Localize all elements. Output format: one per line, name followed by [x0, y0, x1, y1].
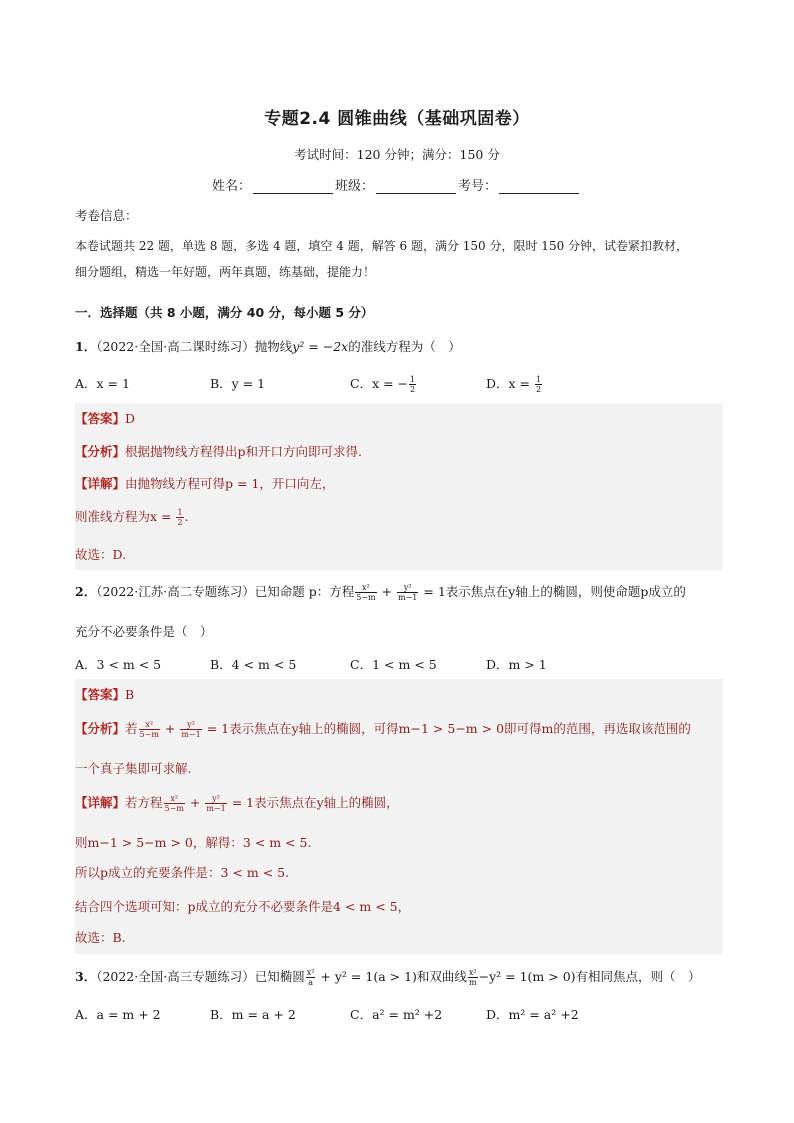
detail-text: 若方程: [125, 795, 163, 810]
question-1: [75, 337, 723, 355]
fraction-numerator: 1: [410, 375, 416, 384]
option-c[interactable]: [350, 374, 417, 394]
fraction-denominator: a: [308, 978, 313, 987]
fraction-denominator: m−1: [181, 730, 201, 739]
fraction: [397, 583, 418, 602]
student-info-line: [212, 175, 581, 194]
detail-line: 结合四个选项可知：p成立的充分不必要条件是4 < m < 5，: [75, 899, 411, 914]
answer-value: D: [125, 411, 136, 426]
option-c-text: C．x = −: [350, 376, 409, 391]
detail-text: = 1表示焦点在y轴上的椭圆，: [227, 795, 399, 810]
fraction-denominator: 2: [536, 385, 542, 394]
question-text: 已知椭圆: [254, 969, 305, 984]
question-1-options: [75, 374, 723, 398]
question-text: 抛物线: [254, 339, 293, 354]
question-1-solution: [75, 403, 723, 570]
fraction-numerator: x²: [139, 720, 160, 730]
analysis-line-cont: 一个真子集即可求解.: [75, 761, 192, 776]
question-number: 3．: [75, 969, 97, 984]
question-text: = 1表示焦点在y轴上的椭圆，则使命题p成立的: [419, 584, 686, 599]
exam-info-line2: 细分题组，精选一年好题，两年真题，练基础，提能力！: [75, 265, 376, 279]
option-d[interactable]: D．m² = a² +2: [486, 1007, 579, 1022]
analysis-tag: 【分析】: [75, 444, 126, 459]
fraction-numerator: y²: [205, 794, 226, 804]
exam-info-line1: 本卷试题共 22 题，单选 8 题，多选 4 题，填空 4 题，解答 6 题，满分 150 分，限时 150 分钟，试卷紧扣教材，: [75, 239, 689, 253]
fraction-numerator: y²: [397, 583, 418, 593]
fraction-numerator: 1: [177, 508, 183, 517]
option-d[interactable]: [486, 374, 543, 394]
answer-tag: 【答案】: [75, 411, 126, 426]
fraction-numerator: x²: [306, 968, 315, 977]
detail-line: 所以p成立的充要条件是：3 < m < 5.: [75, 865, 290, 880]
option-b[interactable]: B．y = 1: [210, 376, 266, 391]
detail-tag: 【详解】: [75, 795, 126, 810]
detail-fraction: [176, 508, 183, 527]
detail-text: .: [184, 509, 189, 524]
section-heading: 一．选择题（共 8 小题，满分 40 分，每小题 5 分）: [75, 305, 374, 320]
option-d-text: D．x =: [486, 376, 534, 391]
fraction-denominator: m−1: [398, 593, 418, 602]
analysis-text: 若: [125, 721, 138, 736]
id-blank[interactable]: [499, 179, 579, 194]
analysis-line: [75, 442, 362, 460]
exam-time-info: 考试时间：120 分钟；满分：150 分: [294, 147, 500, 162]
class-blank[interactable]: [376, 179, 456, 194]
analysis-line: 【分析】若 $\frac{\text{x²}}{5-m}$ + $\frac{\text{y²}}{m-1}$ = 1表示焦点在y轴上的椭圆，可得m−1 > 5−m > 0即可得m的范围，再选取该范围的: [75, 720, 691, 739]
analysis-tag: 【分析】: [75, 721, 126, 736]
fraction-numerator: y²: [180, 720, 201, 730]
name-blank[interactable]: [253, 179, 333, 194]
option-a[interactable]: A．x = 1: [75, 376, 130, 391]
question-3-options: [75, 1005, 723, 1029]
detail-text: 则准线方程为x =: [75, 509, 176, 524]
fraction: [306, 968, 316, 987]
option-b[interactable]: B．m = a + 2: [210, 1007, 296, 1022]
question-2-cont: 充分不必要条件是（ ）: [75, 624, 213, 639]
question-source: （2022·江苏·高二专题练习）: [96, 584, 255, 599]
question-3: [75, 967, 723, 987]
fraction-denominator: 2: [410, 385, 416, 394]
option-c[interactable]: C．1 < m < 5: [350, 657, 437, 672]
question-expr: y² = −2x: [292, 339, 349, 354]
analysis-text: 根据抛物线方程得出p和开口方向即可求得.: [125, 444, 362, 459]
question-number: 1．: [75, 339, 97, 354]
question-text: −y² = 1(m > 0)有相同焦点，则（ ）: [478, 969, 701, 984]
question-2-solution: [75, 679, 723, 954]
page-title: 专题2.4 圆锥曲线（基础巩固卷）: [264, 109, 530, 129]
detail-line: [75, 474, 334, 492]
class-label: 班级：: [335, 179, 375, 194]
fraction: [180, 720, 201, 739]
fraction-denominator: 5−m: [356, 593, 376, 602]
answer-line: [75, 409, 135, 427]
question-number: 2．: [75, 584, 97, 599]
analysis-text: = 1表示焦点在y轴上的椭圆，可得m−1 > 5−m > 0即可得m的范围，再选取该范围的: [202, 721, 691, 736]
option-d-fraction: [535, 375, 542, 394]
id-label: 考号：: [458, 179, 498, 194]
detail-text: 由抛物线方程可得p = 1，开口向左，: [125, 476, 335, 491]
answer-line: [75, 685, 134, 703]
option-a[interactable]: A．a = m + 2: [75, 1007, 161, 1022]
fraction: [468, 968, 478, 987]
detail-line: 则m−1 > 5−m > 0，解得：3 < m < 5.: [75, 835, 312, 850]
option-c-fraction: [409, 375, 416, 394]
detail-tag: 【详解】: [75, 476, 126, 491]
detail-line: [75, 507, 189, 527]
question-2-options: [75, 655, 723, 679]
fraction-numerator: x²: [355, 583, 376, 593]
question-text: 的准线方程为（ ）: [348, 339, 461, 354]
fraction-denominator: 2: [177, 518, 183, 527]
answer-tag: 【答案】: [75, 687, 126, 702]
option-c[interactable]: C．a² = m² +2: [350, 1007, 443, 1022]
fraction: [355, 583, 376, 602]
question-text: 已知命题 p：方程: [254, 584, 355, 599]
fraction: [164, 794, 185, 813]
conclusion-line: 故选：B.: [75, 930, 126, 945]
question-2: 2．（2022·江苏·高二专题练习）已知命题 p：方程 $\frac{\text{x²}}{5-m}$ + $\frac{\text{y²}}{m-1}$ = 1表示焦点在y轴上的椭圆，则使命题p成立的: [75, 583, 686, 602]
fraction-numerator: 1: [536, 375, 542, 384]
answer-value: B: [125, 687, 135, 702]
fraction-denominator: m−1: [206, 804, 226, 813]
question-source: （2022·全国·高三专题练习）: [96, 969, 255, 984]
conclusion-line: 故选：D.: [75, 547, 127, 562]
exam-info-label: 考卷信息：: [75, 208, 138, 223]
question-source: （2022·全国·高二课时练习）: [96, 339, 255, 354]
fraction-denominator: m: [468, 978, 477, 987]
fraction: [139, 720, 160, 739]
option-b[interactable]: B．4 < m < 5: [210, 657, 297, 672]
fraction: [205, 794, 226, 813]
exam-info: [75, 203, 723, 285]
question-text: + y² = 1(a > 1)和双曲线: [316, 969, 467, 984]
name-label: 姓名：: [212, 179, 252, 194]
option-a[interactable]: A．3 < m < 5: [75, 657, 162, 672]
fraction-numerator: x²: [164, 794, 185, 804]
option-d[interactable]: D．m > 1: [486, 657, 547, 672]
fraction-denominator: 5−m: [164, 804, 184, 813]
fraction-denominator: 5−m: [139, 730, 159, 739]
detail-line: 【详解】若方程 $\frac{\text{x²}}{5-m}$ + $\frac{\text{y²}}{m-1}$ = 1表示焦点在y轴上的椭圆，: [75, 794, 399, 813]
fraction-numerator: x²: [468, 968, 477, 977]
